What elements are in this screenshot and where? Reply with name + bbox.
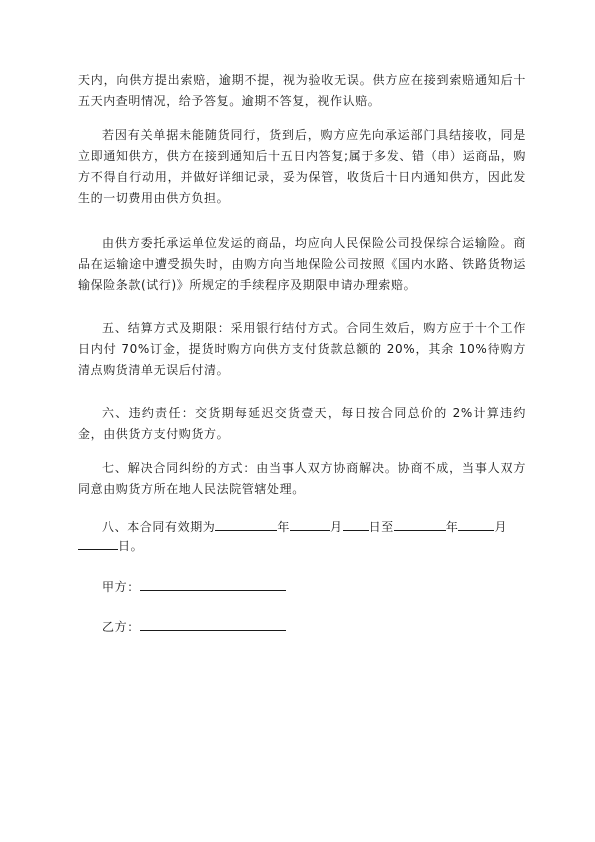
start-day-blank[interactable] <box>343 517 369 531</box>
paragraph-liability: 六、违约责任：交货期每延迟交货壹天，每日按合同总价的 2%计算违约金，由供货方支付购货方。 <box>78 406 526 441</box>
party-b-signature-blank[interactable] <box>140 617 286 631</box>
end-day-label: 日。 <box>118 539 144 553</box>
validity-term-line-2 <box>78 536 538 557</box>
party-b-label: 乙方： <box>102 620 140 634</box>
paragraph-dispute: 七、解决合同纠纷的方式：由当事人双方协商解决。协商不成，当事人双方同意由购货方所在地人民法院管辖处理。 <box>78 461 526 496</box>
party-a-label: 甲方： <box>102 580 140 594</box>
end-year-label: 年 <box>445 520 459 534</box>
party-a-signature <box>102 577 286 598</box>
start-month-blank[interactable] <box>290 517 330 531</box>
validity-term-prefix: 八、本合同有效期为 <box>102 520 216 534</box>
end-year-blank[interactable] <box>394 517 446 531</box>
paragraph-claim-period: 天内，向供方提出索赔，逾期不提，视为验收无误。供方应在接到索赔通知后十五天内查明情况，给予答复。逾期不答复，视作认赔。 <box>78 73 526 108</box>
start-year-label: 年 <box>277 520 291 534</box>
start-year-blank[interactable] <box>215 517 277 531</box>
party-b-signature <box>102 617 286 638</box>
end-month-label: 月 <box>494 520 508 534</box>
start-month-label: 月 <box>330 520 343 534</box>
paragraph-insurance: 由供方委托承运单位发运的商品，均应向人民保险公司投保综合运输险。商品在运输途中遭受损失时，由购方向当地保险公司按照《国内水路、铁路货物运输保险条款(试行)》所规定的手续程序及期限申请办理索赔。 <box>78 236 526 292</box>
party-a-signature-blank[interactable] <box>140 577 286 591</box>
end-day-blank[interactable] <box>78 536 118 550</box>
paragraph-documents-missing: 若因有关单据未能随货同行，货到后，购方应先向承运部门具结接收，同是立即通知供方，供方在接到通知后十五日内答复;属于多发、错（串）运商品，购方不得自行动用，并做好详细记录，妥为保管，收货后十日内通知供方，因此发生的一切费用由供方负担。 <box>78 128 526 205</box>
validity-term-line-1 <box>102 517 562 538</box>
paragraph-settlement: 五、结算方式及期限：采用银行结付方式。合同生效后，购方应于十个工作日内付 70%订金，提货时购方向供方支付货款总额的 20%，其余 10%待购方清点购货清单无误后付清。 <box>78 321 526 377</box>
end-month-blank[interactable] <box>458 517 494 531</box>
start-day-label: 日至 <box>368 520 394 534</box>
